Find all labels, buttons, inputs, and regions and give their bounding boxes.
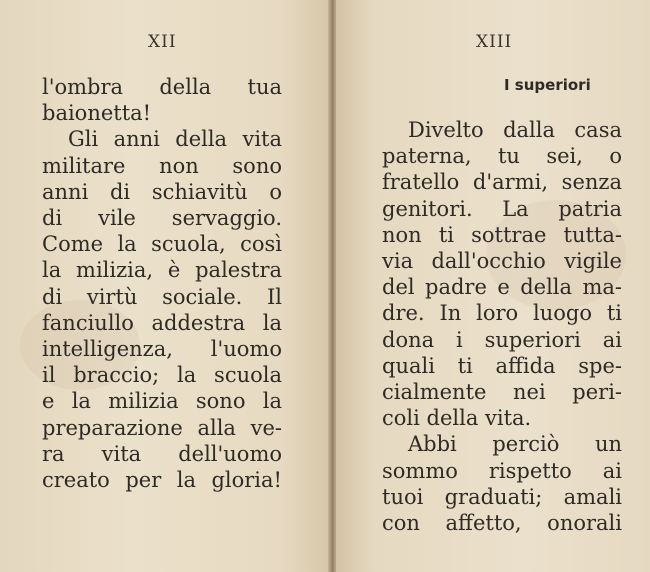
text-line: fanciullo addestra la <box>42 310 282 335</box>
text-line: ra vita dell'uomo <box>42 441 282 466</box>
text-line: paterna, tu sei, o <box>382 144 622 169</box>
page-number-right: XIII <box>476 32 513 52</box>
page-number-left: XII <box>148 32 177 52</box>
text-line: e la milizia sono la <box>42 389 282 414</box>
text-line: genitori. La patria <box>382 196 622 221</box>
text-line: Come la scuola, così <box>42 232 282 257</box>
right-page-text <box>382 117 622 536</box>
text-line: cialmente nei peri- <box>382 380 622 405</box>
text-line: quali ti affida spe- <box>382 353 622 378</box>
text-line: del padre e della ma- <box>382 275 622 300</box>
left-page-text <box>42 74 282 493</box>
text-line: Abbi perciò un <box>408 432 622 457</box>
text-line: dre. In loro luogo ti <box>382 301 622 326</box>
text-line: di vile servaggio. <box>42 206 282 231</box>
text-line: di virtù sociale. Il <box>42 284 282 309</box>
text-line: via dall'occhio vigile <box>382 249 622 274</box>
text-line: baionetta! <box>42 101 152 126</box>
text-line: Divelto dalla casa <box>408 118 622 142</box>
text-line: Gli anni della vita <box>68 127 282 152</box>
text-line: tuoi graduati; amali <box>382 484 622 509</box>
text-line: dona i superiori ai <box>382 327 622 352</box>
text-line: creato per la gloria! <box>42 468 282 493</box>
text-line: l'ombra della tua <box>42 75 282 99</box>
text-line: anni di schiavitù o <box>42 179 282 204</box>
text-line: la milizia, è palestra <box>42 258 282 283</box>
text-line: fratello d'armi, senza <box>382 170 622 195</box>
text-line: preparazione alla ve- <box>42 415 282 440</box>
text-line: coli della vita. <box>382 406 532 431</box>
text-line: militare non sono <box>42 153 282 178</box>
text-line: non ti sottrae tutta- <box>382 222 622 247</box>
section-heading: I superiori <box>504 76 591 94</box>
text-line: il braccio; la scuola <box>42 363 282 388</box>
right-page <box>336 0 650 572</box>
text-line: con affetto, onorali <box>382 511 622 536</box>
text-line: intelligenza, l'uomo <box>42 337 282 362</box>
text-line: sommo rispetto ai <box>382 458 622 483</box>
